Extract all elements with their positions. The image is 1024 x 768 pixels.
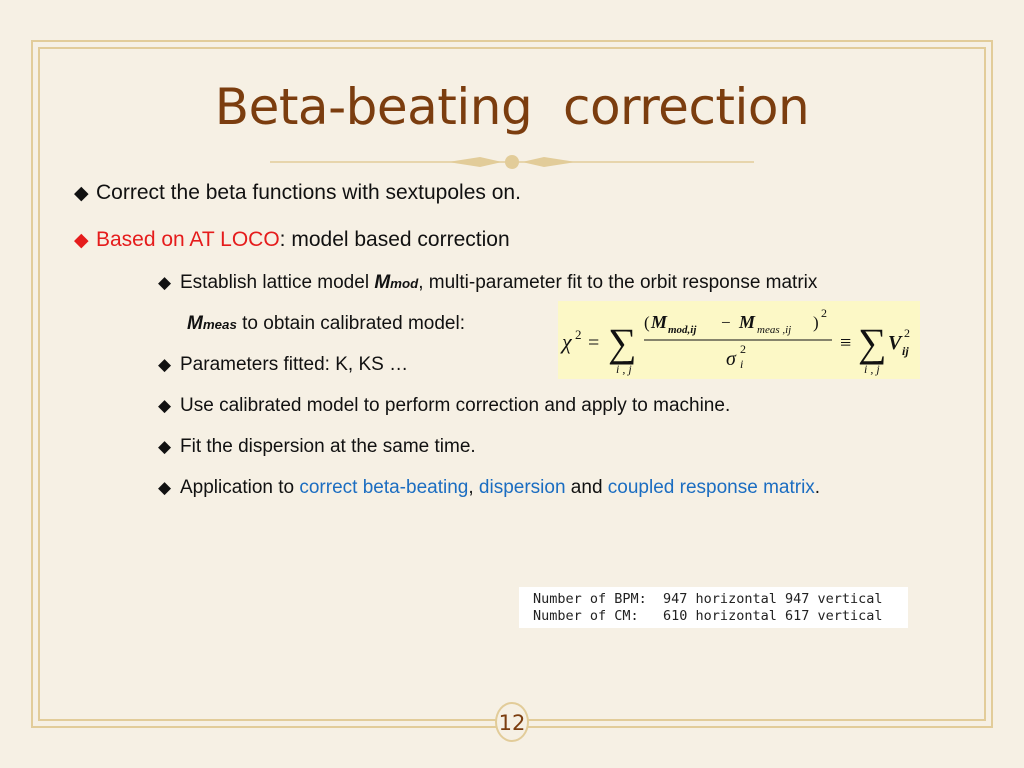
bullet-correct-beta (74, 181, 521, 205)
diamond-bullet-icon: ◆ (74, 230, 89, 251)
bullet-application (158, 477, 820, 499)
bullet-highlight: Based on AT LOCO (96, 228, 280, 251)
bullet-text: to obtain calibrated model: (236, 313, 465, 334)
numerator-exponent: 2 (821, 306, 827, 320)
bullet-text: . (814, 477, 821, 498)
diamond-bullet-icon: ◆ (158, 437, 172, 456)
link-correct-beta-beating: correct beta-beating (299, 477, 469, 498)
chi-exponent: 2 (575, 327, 582, 342)
bullet-text: Establish lattice model (180, 272, 375, 293)
numerator-m-mod: M (651, 312, 668, 332)
sigma-symbol: σ (726, 348, 736, 370)
meas-subscript: meas ,ij (757, 324, 792, 336)
m-mod-subscript: mod (390, 276, 419, 291)
link-coupled-response-matrix: coupled response matrix (607, 477, 815, 498)
cm-count-line: Number of CM: 610 horizontal 617 vertical (533, 608, 883, 624)
formula-svg (558, 301, 920, 379)
chi-symbol: χ (562, 329, 572, 354)
bullet-text: Fit the dispersion at the same time. (180, 436, 476, 457)
sum-index-left: i , j (616, 362, 632, 376)
bullet-based-on-loco (74, 228, 510, 252)
minus-sign: − (721, 313, 731, 332)
bullet-text: : model based correction (279, 228, 510, 251)
sum-symbol-left: ∑ (608, 320, 637, 365)
sum-symbol-right: ∑ (858, 320, 887, 365)
v-exponent: 2 (904, 326, 910, 340)
bullet-text: Parameters fitted: K, KS … (180, 354, 409, 375)
bullet-text: Use calibrated model to perform correction and apply to machine. (180, 395, 731, 416)
bullet-text: , (468, 477, 479, 498)
sum-index-right: i , j (864, 362, 880, 376)
m-meas-subscript: meas (202, 317, 237, 332)
page-number-badge: 12 (495, 702, 529, 742)
bullet-text: Application to (180, 477, 300, 498)
bullet-fit-dispersion (158, 436, 476, 458)
numerator-rparen: ) (813, 313, 819, 332)
m-mod-symbol: M (374, 272, 391, 293)
bullet-use-calibrated-model (158, 395, 730, 417)
numerator-lparen: ( (644, 313, 650, 332)
bullet-establish-model-continued (187, 313, 465, 335)
equiv-sign: ≡ (840, 332, 852, 354)
diamond-bullet-icon: ◆ (74, 183, 89, 204)
equals-sign: = (588, 332, 600, 354)
bullet-text: Correct the beta functions with sextupoles on. (96, 181, 521, 204)
slide-title: Beta-beating correction (214, 78, 810, 136)
diamond-bullet-icon: ◆ (158, 273, 172, 292)
sigma-subscript: i (740, 357, 744, 371)
bpm-count-line: Number of BPM: 947 horizontal 947 vertical (533, 591, 883, 607)
bullet-parameters-fitted (158, 354, 408, 376)
v-symbol: V (888, 332, 902, 354)
sigma-exponent: 2 (740, 342, 746, 356)
diamond-bullet-icon: ◆ (158, 355, 172, 374)
bullet-text: , multi-parameter fit to the orbit response matrix (418, 272, 818, 293)
mod-subscript: mod,ij (668, 324, 697, 336)
chi-square-formula (558, 301, 920, 379)
diamond-bullet-icon: ◆ (158, 478, 172, 497)
v-subscript: ij (902, 344, 909, 358)
bullet-text: and (565, 477, 608, 498)
bpm-cm-count-box (519, 587, 908, 628)
m-meas-symbol: M (187, 313, 203, 334)
numerator-m-meas: M (739, 312, 756, 332)
title-divider-ornament (270, 152, 754, 172)
link-dispersion: dispersion (478, 477, 566, 498)
bullet-establish-model (158, 272, 817, 294)
diamond-bullet-icon: ◆ (158, 396, 172, 415)
